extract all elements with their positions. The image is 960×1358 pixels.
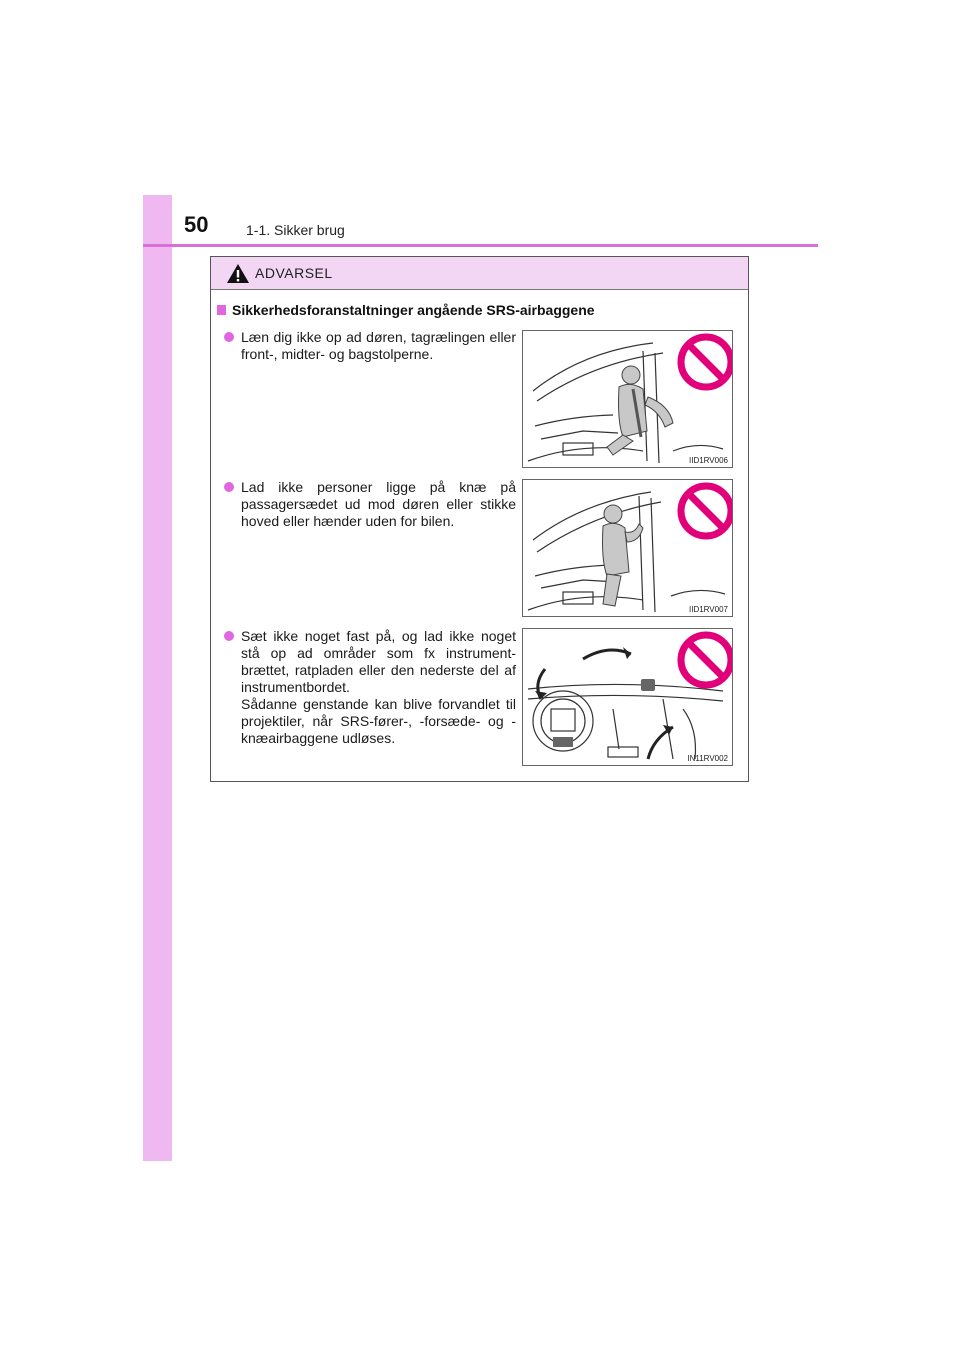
warning-header xyxy=(211,257,748,290)
prohibited-icon xyxy=(523,629,733,766)
figure-leaning-on-door xyxy=(522,330,733,468)
section-title: 1-1. Sikker brug xyxy=(246,222,345,238)
page-number: 50 xyxy=(184,212,209,237)
figure-code: IID1RV006 xyxy=(689,456,728,465)
figure-dashboard-objects xyxy=(522,628,733,766)
warning-item-2 xyxy=(224,479,516,530)
warning-subheading-text: Sikkerhedsforanstaltninger angående SRS-airbaggene xyxy=(232,302,595,318)
warning-subheading xyxy=(217,301,595,319)
warning-item-text: Lad ikke personer ligge på knæ på passagersædet ud mod døren eller stikke hoved eller hænder uden for bilen. xyxy=(241,479,516,529)
bullet-icon xyxy=(224,631,234,641)
figure-kneeling-on-seat xyxy=(522,479,733,617)
chapter-side-strip xyxy=(143,195,172,1161)
warning-box xyxy=(210,256,749,782)
square-bullet-icon xyxy=(217,305,226,315)
figure-code: IN11RV002 xyxy=(687,754,728,763)
bullet-icon xyxy=(224,332,234,342)
warning-item-text: Sæt ikke noget fast på, og lad ikke noget stå op ad områder som fx instrument-brættet, ratpladen eller den nederste del af instrumentbordet. Sådanne genstande kan blive forvandlet til projektiler, når SRS-fører-, -forsæde- og -knæairbaggene udløses. xyxy=(241,628,516,746)
bullet-icon xyxy=(224,482,234,492)
prohibited-icon xyxy=(523,480,733,617)
warning-label: ADVARSEL xyxy=(255,265,333,281)
prohibited-icon xyxy=(523,331,733,468)
warning-item-text: Læn dig ikke op ad døren, tagrælingen eller front-, midter- og bagstolperne. xyxy=(241,329,516,362)
warning-triangle-icon xyxy=(226,263,250,284)
warning-item-3 xyxy=(224,628,516,747)
warning-item-1 xyxy=(224,329,516,363)
figure-code: IID1RV007 xyxy=(689,605,728,614)
header-rule xyxy=(143,244,818,247)
